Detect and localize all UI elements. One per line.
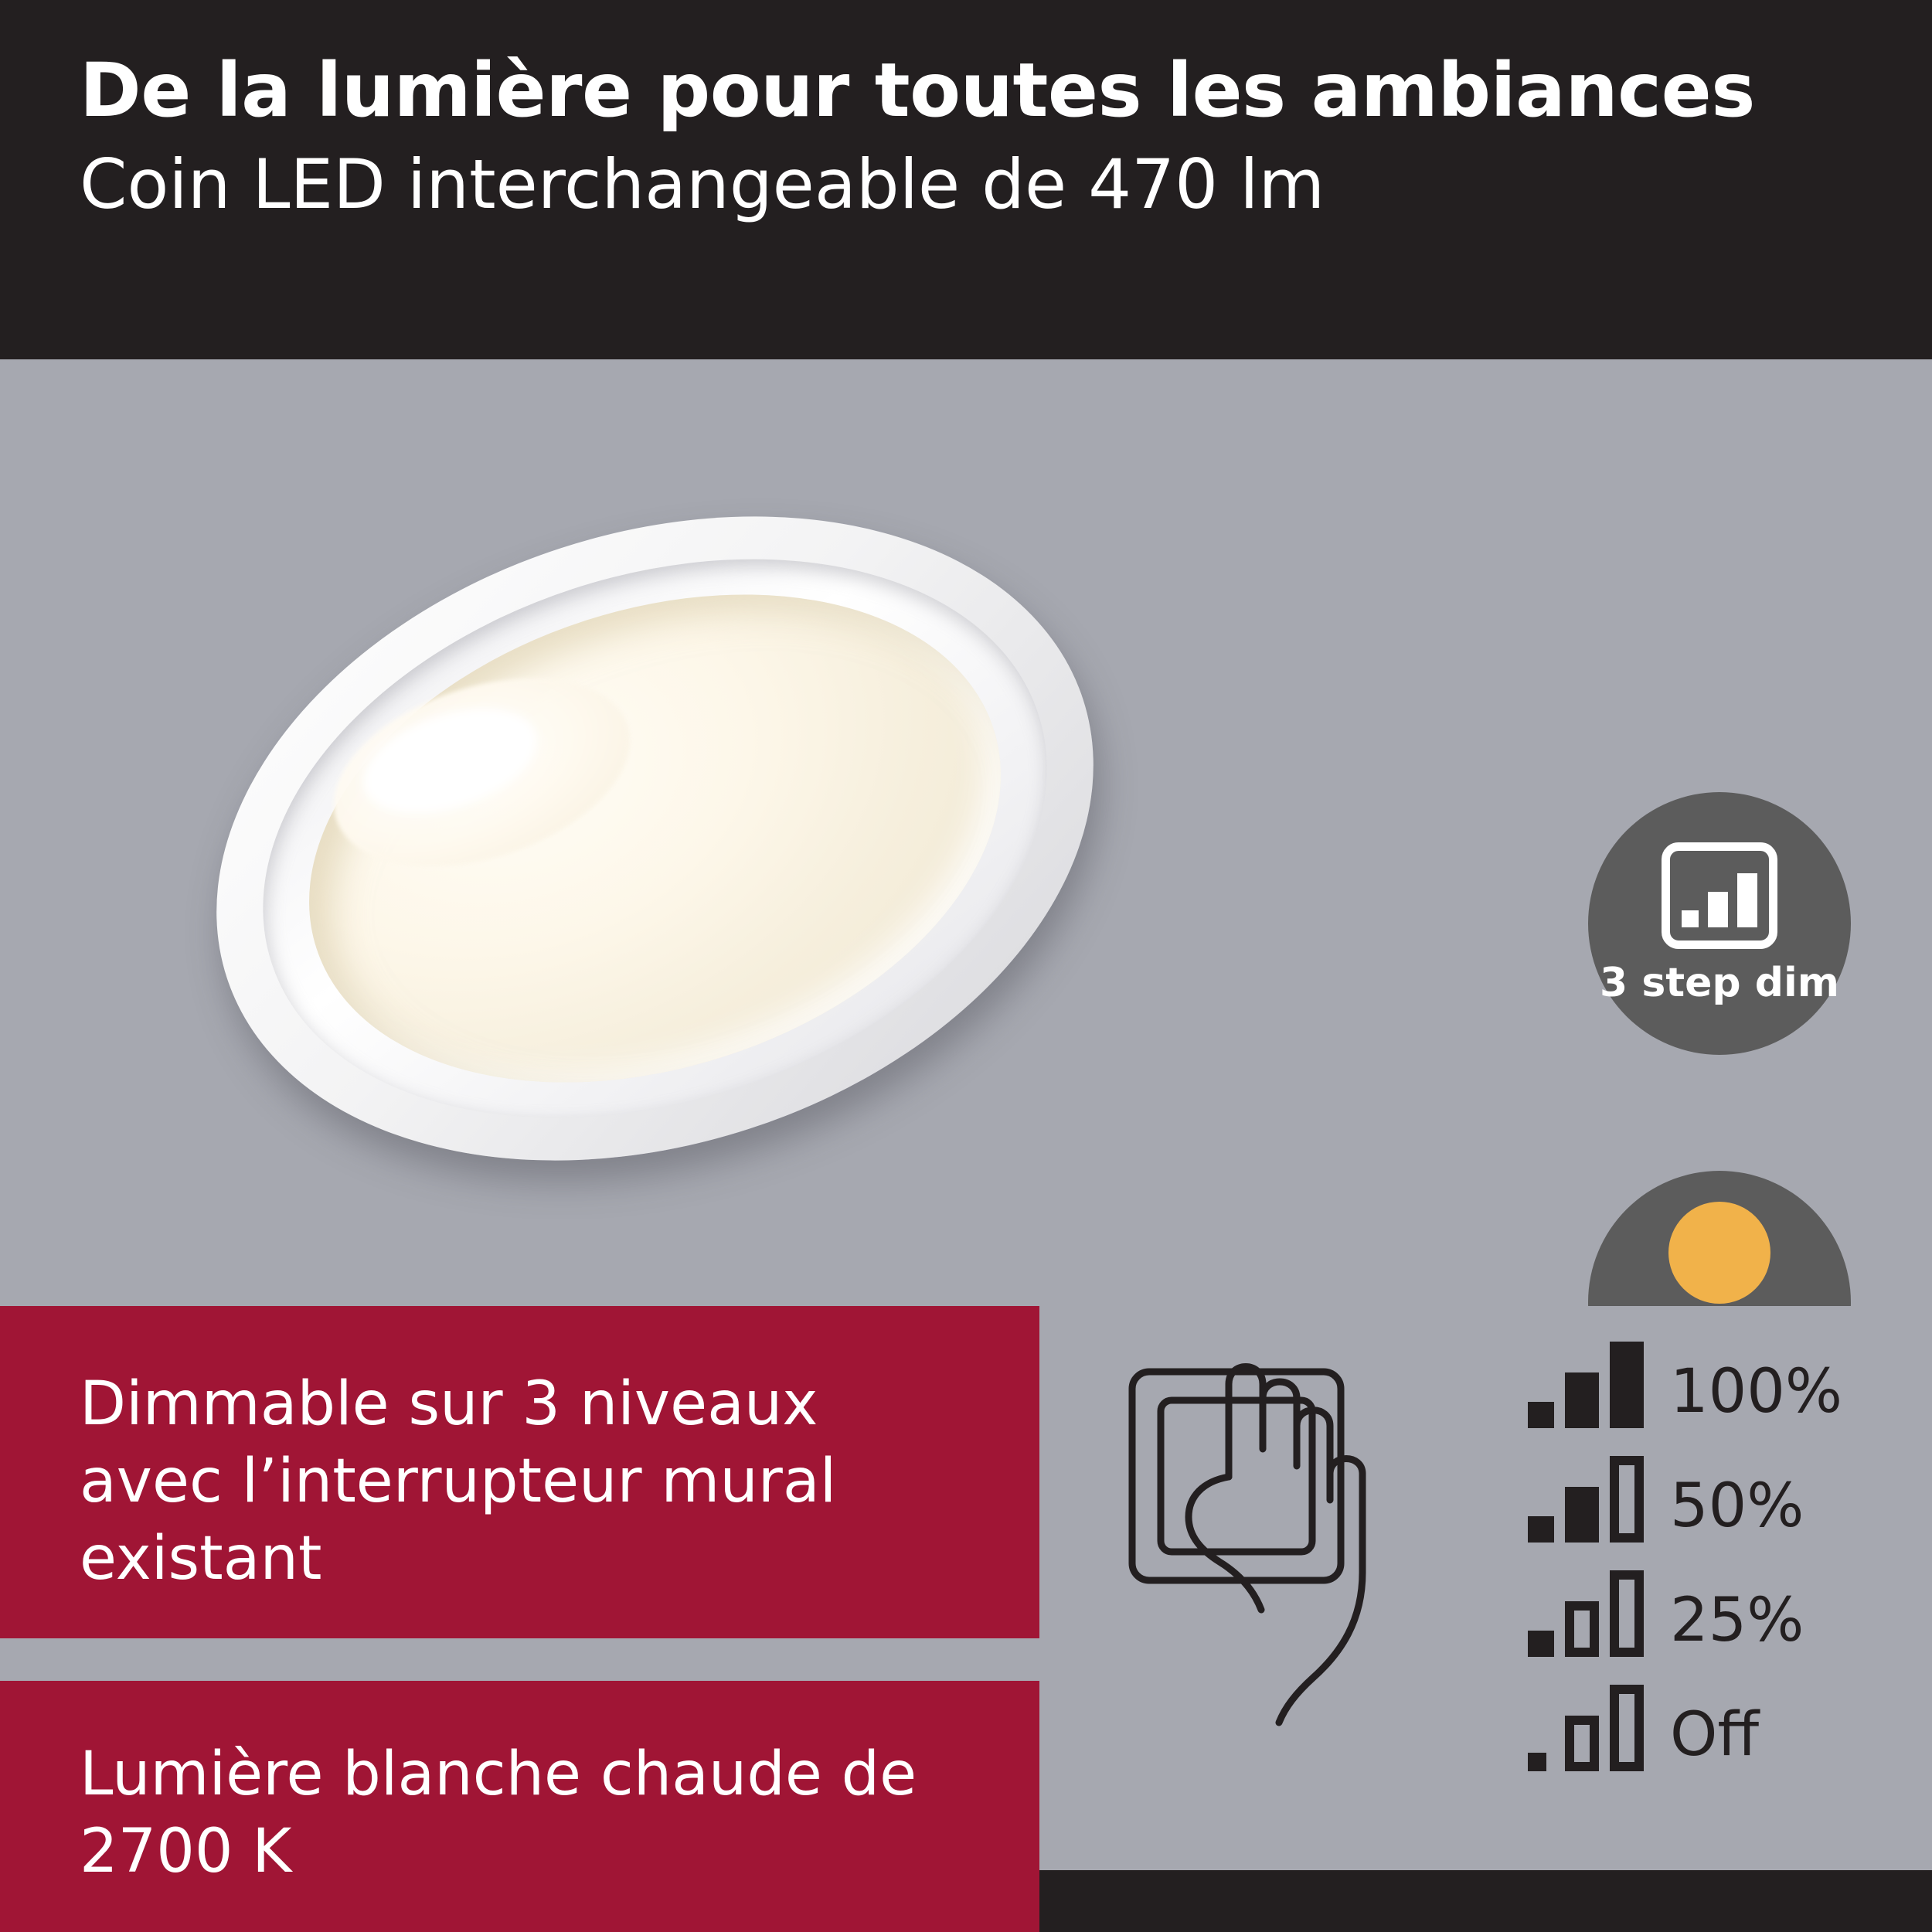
- feature-panel-colour-temp: [0, 1681, 1039, 1932]
- badge-three-step-dim: [1588, 792, 1851, 1055]
- bottom-dark-strip: [1039, 1870, 1932, 1932]
- feature-text-dimming: Dimmable sur 3 niveaux avec l’interrupteur mural existant: [80, 1369, 837, 1594]
- badge-label-dim: 3 step dim: [1600, 959, 1839, 1006]
- hero-image-area: [0, 359, 1932, 1306]
- dim-level-row: [1526, 1428, 1913, 1543]
- dim-bars-icon-25: [1526, 1570, 1650, 1657]
- warm-white-dot-icon: [1668, 1202, 1770, 1304]
- dim-level-row: [1526, 1543, 1913, 1657]
- dim-bars-icon-100: [1526, 1342, 1650, 1428]
- dim-bars-icon-off: [1526, 1685, 1650, 1771]
- dim-bars-icon-50: [1526, 1456, 1650, 1543]
- downlight-product-image: [132, 409, 1177, 1267]
- dim-level-label: 100%: [1670, 1357, 1842, 1427]
- dim-level-row: [1526, 1314, 1913, 1428]
- page-subtitle: Coin LED interchangeable de 470 lm: [80, 145, 1325, 225]
- dim-level-label: 50%: [1670, 1471, 1804, 1541]
- dim-bars-icon: [1662, 842, 1777, 949]
- feature-text-colour-temp: Lumière blanche chaude de 2700 K: [80, 1740, 917, 1886]
- hand-pressing-wall-switch-icon: [1113, 1325, 1515, 1758]
- dim-level-label: 25%: [1670, 1586, 1804, 1655]
- dim-level-list: [1526, 1314, 1913, 1771]
- badge-warm-white: [1588, 1171, 1851, 1306]
- header-banner: [0, 0, 1932, 359]
- dim-level-row: [1526, 1657, 1913, 1771]
- panel-divider-strip: [0, 1638, 1039, 1681]
- dim-level-label: Off: [1670, 1700, 1760, 1770]
- page-title: De la lumière pour toutes les ambiances: [80, 47, 1755, 134]
- feature-panel-dimming: [0, 1306, 1039, 1638]
